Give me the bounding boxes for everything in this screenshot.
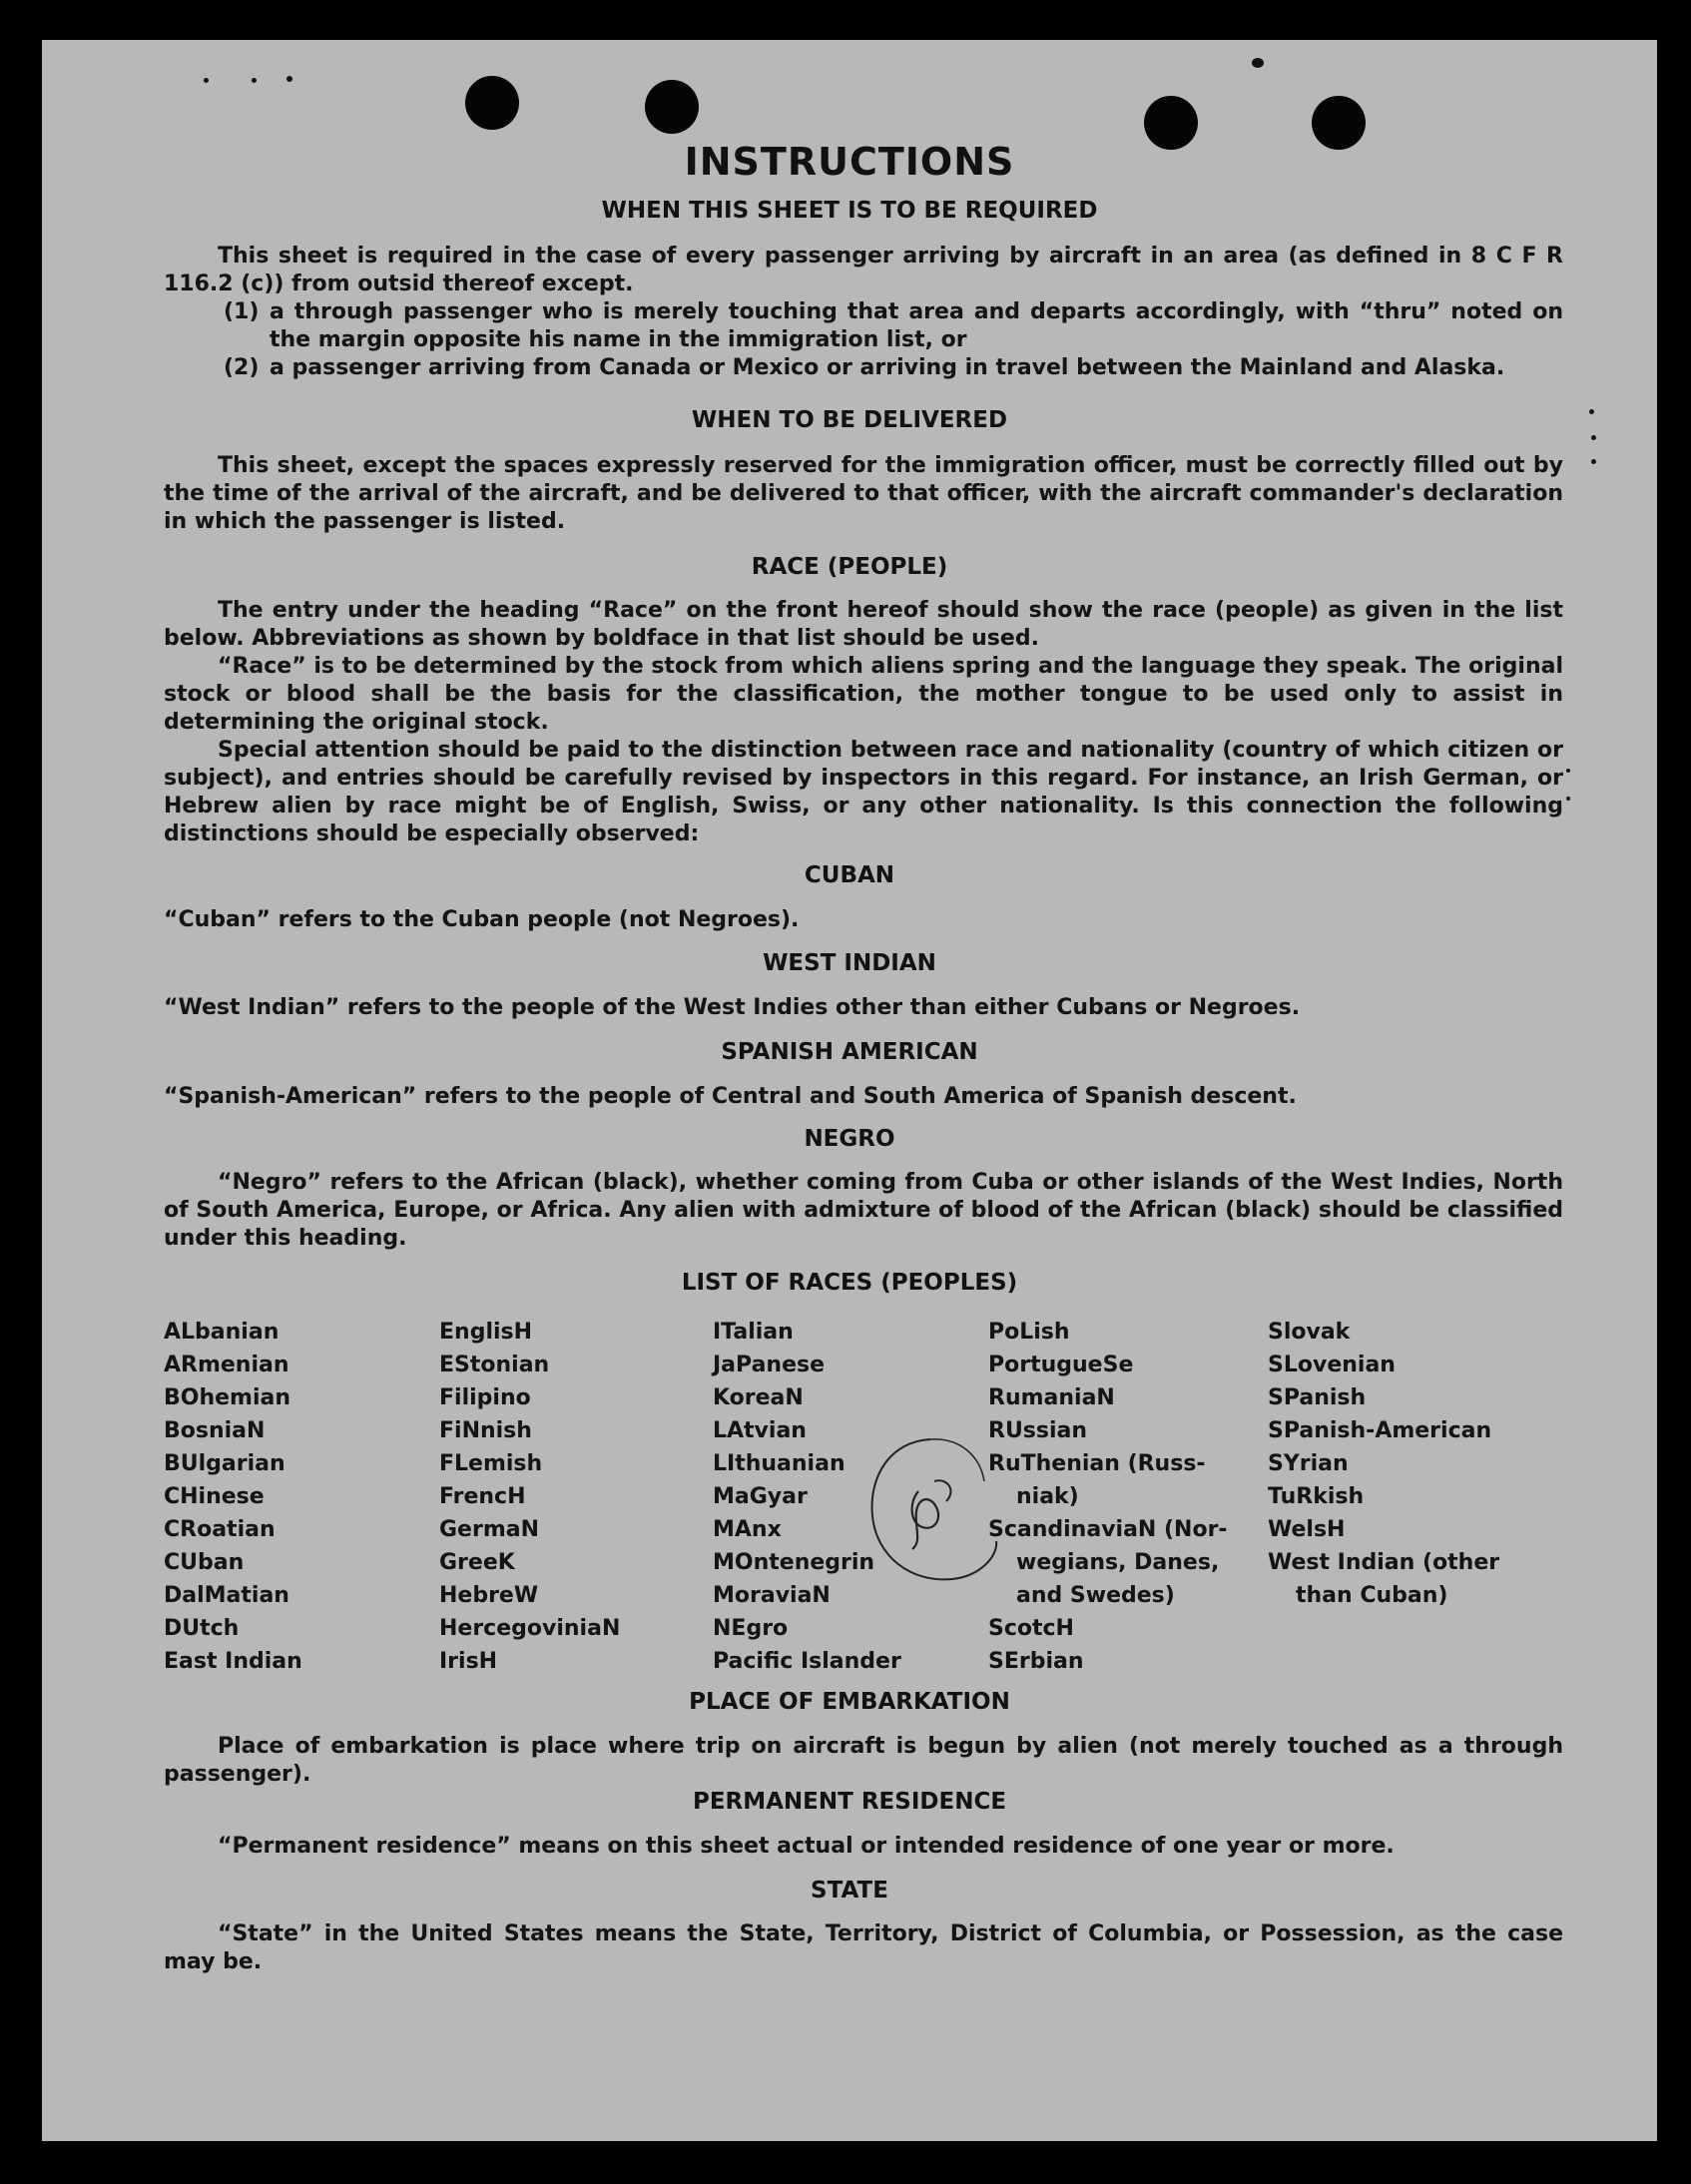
race-paragraph-2: “Race” is to be determined by the stock from which aliens spring and the language they speak. The original stock or blood shall be the basis for the classification, the mother tongue to be used only to assist in determining the original stock. (164, 654, 1563, 735)
race-item: SLovenian (1268, 1353, 1396, 1377)
punch-hole-icon (465, 76, 519, 130)
spanish-american-text: “Spanish-American” refers to the people of Central and South America of Spanish descent. (164, 1084, 1297, 1109)
cuban-text: “Cuban” refers to the Cuban people (not Negroes). (164, 907, 800, 932)
when-required-intro: This sheet is required in the case of every passenger arriving by aircraft in an area (as defined in 8 C F R 116.2 (c)) from outsid thereof except. (164, 244, 1563, 296)
heading-west-indian: WEST INDIAN (763, 950, 936, 976)
race-item: RUssian (988, 1418, 1088, 1443)
race-item: SPanish-American (1268, 1418, 1492, 1443)
scan-speck (1566, 797, 1570, 801)
place-of-embarkation-text: Place of embarkation is place where trip on aircraft is begun by alien (not merely touched as a through passenger). (164, 1734, 1563, 1787)
race-item: ScotcH (988, 1616, 1074, 1641)
race-item-continuation (1268, 1579, 1542, 1612)
races-column (988, 1316, 1263, 1678)
race-item: HercegoviniaN (439, 1616, 621, 1641)
race-item: JaPanese (713, 1353, 826, 1377)
race-item-continuation-text: and Swedes) (1016, 1583, 1175, 1608)
race-item: PortugueSe (988, 1353, 1134, 1377)
race-item: RumaniaN (988, 1385, 1115, 1410)
race-item: CUban (164, 1550, 245, 1575)
document-title: INSTRUCTIONS (684, 140, 1015, 184)
heading-spanish-american: SPANISH AMERICAN (721, 1039, 978, 1065)
document-page (42, 40, 1657, 2141)
race-item: Pacific Islander (713, 1649, 901, 1674)
race-item-continuation-text: wegians, Danes, (1016, 1550, 1220, 1575)
race-item: BOhemian (164, 1385, 291, 1410)
race-item-continuation (988, 1546, 1263, 1579)
race-item: SYrian (1268, 1451, 1349, 1476)
race-item: Filipino (439, 1385, 531, 1410)
race-item: CHinese (164, 1484, 265, 1509)
permanent-residence-text: “Permanent residence” means on this sheet actual or intended residence of one year or more. (218, 1834, 1395, 1859)
race-item: ITalian (713, 1320, 794, 1345)
negro-text: “Negro” refers to the African (black), whether coming from Cuba or other islands of the West Indies, North of South America, Europe, or Africa. Any alien with admixture of blood of the African (black) should be classified under this heading. (164, 1170, 1563, 1251)
item-text: a through passenger who is merely touching that area and departs accordingly, with “thru” noted on the margin opposite his name in the immigration list, or (270, 299, 1563, 352)
race-item-continuation (988, 1480, 1263, 1513)
item-number: (1) (224, 299, 260, 324)
heading-permanent-residence: PERMANENT RESIDENCE (692, 1789, 1007, 1815)
heading-place-of-embarkation: PLACE OF EMBARKATION (689, 1689, 1010, 1715)
race-item: MaGyar (713, 1484, 808, 1509)
scan-speck (252, 78, 257, 83)
west-indian-text: “West Indian” refers to the people of the West Indies other than either Cubans or Negroes. (164, 995, 1301, 1020)
list-item (224, 298, 1563, 354)
race-item: DalMatian (164, 1583, 289, 1608)
heading-list-of-races: LIST OF RACES (PEOPLES) (681, 1270, 1018, 1296)
race-item: CRoatian (164, 1517, 276, 1542)
item-text: a passenger arriving from Canada or Mexico or arriving in travel between the Mainland and Alaska. (270, 355, 1505, 380)
scan-speck (1591, 435, 1596, 440)
scan-speck (1591, 459, 1596, 464)
list-item (224, 354, 1563, 382)
race-item: GermaN (439, 1517, 540, 1542)
race-paragraph-3: Special attention should be paid to the distinction between race and nationality (country of which citizen or subject), and entries should be carefully revised by inspectors in this regard. For instance, an Irish German, or Hebrew alien by race might be of English, Swiss, or any other nationality. Is this connection the following distinctions should be especially observed: (164, 738, 1563, 846)
scan-speck (286, 76, 292, 82)
race-item: LIthuanian (713, 1451, 846, 1476)
race-item: FiNnish (439, 1418, 532, 1443)
race-paragraph-1: The entry under the heading “Race” on the front hereof should show the race (people) as given in the list below. Abbreviations as shown by boldface in that list should be used. (164, 598, 1563, 651)
race-item: MoraviaN (713, 1583, 831, 1608)
race-item: NEgro (713, 1616, 789, 1641)
heading-state: STATE (811, 1878, 888, 1904)
race-item: ALbanian (164, 1320, 280, 1345)
race-item: EnglisH (439, 1320, 533, 1345)
item-number: (2) (224, 355, 260, 380)
race-item: IrisH (439, 1649, 498, 1674)
race-item: LAtvian (713, 1418, 807, 1443)
race-item: MOntenegrin (713, 1550, 875, 1575)
race-item-continuation-text: than Cuban) (1296, 1583, 1448, 1608)
scan-speck (204, 78, 209, 83)
race-item: SErbian (988, 1649, 1084, 1674)
race-item: KoreaN (713, 1385, 804, 1410)
race-item: BosniaN (164, 1418, 266, 1443)
race-item: Slovak (1268, 1320, 1351, 1345)
race-item: BUlgarian (164, 1451, 285, 1476)
race-item-continuation-text: niak) (1016, 1484, 1079, 1509)
race-item: East Indian (164, 1649, 302, 1674)
race-item: FrencH (439, 1484, 526, 1509)
race-item: West Indian (other (1268, 1550, 1500, 1575)
race-item: EStonian (439, 1353, 550, 1377)
heading-when-delivered: WHEN TO BE DELIVERED (691, 407, 1008, 433)
heading-negro: NEGRO (804, 1126, 895, 1152)
heading-when-required: WHEN THIS SHEET IS TO BE REQUIRED (601, 198, 1098, 224)
races-column (439, 1316, 714, 1678)
races-column (164, 1316, 438, 1678)
race-item: RuThenian (Russ- (988, 1451, 1206, 1476)
state-text: “State” in the United States means the State, Territory, District of Columbia, or Possession, as the case may be. (164, 1921, 1563, 1974)
race-item: DUtch (164, 1616, 240, 1641)
races-column (1268, 1316, 1542, 1612)
race-item-continuation (988, 1579, 1263, 1612)
race-item: PoLish (988, 1320, 1070, 1345)
punch-hole-icon (645, 80, 699, 134)
scan-speck (1566, 769, 1570, 773)
race-item: TuRkish (1268, 1484, 1365, 1509)
race-item: HebreW (439, 1583, 539, 1608)
race-item: SPanish (1268, 1385, 1367, 1410)
heading-race: RACE (PEOPLE) (751, 554, 948, 580)
when-delivered-text: This sheet, except the spaces expressly reserved for the immigration officer, must be correctly filled out by the time of the arrival of the aircraft, and be delivered to that officer, with the aircraft commander's declaration in which the passenger is listed. (164, 453, 1563, 534)
race-item: GreeK (439, 1550, 515, 1575)
heading-cuban: CUBAN (804, 862, 895, 888)
race-item: ARmenian (164, 1353, 289, 1377)
race-item: ScandinaviaN (Nor- (988, 1517, 1228, 1542)
race-item: WelsH (1268, 1517, 1346, 1542)
handwritten-circle-mark-icon (860, 1431, 1010, 1591)
scan-speck (1252, 58, 1264, 68)
race-item: FLemish (439, 1451, 543, 1476)
race-item: MAnx (713, 1517, 782, 1542)
